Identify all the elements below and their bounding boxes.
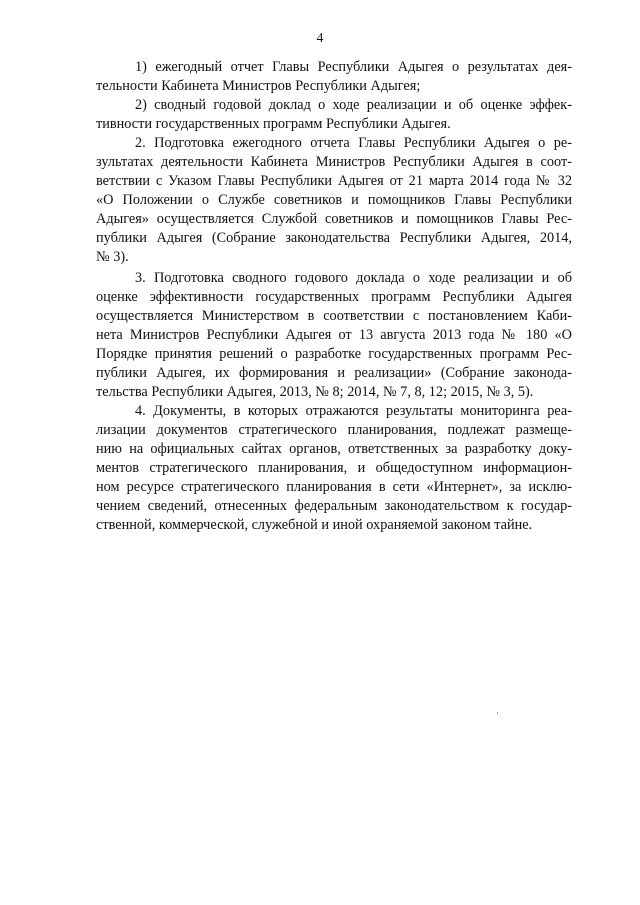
text-line: 2) сводный годовой доклад о ходе реализации и об оценке эффек- (135, 97, 572, 113)
text-line: № 3). (96, 249, 129, 265)
text-line: 1) ежегодный отчет Главы Республики Адыгея о результатах дея- (135, 59, 572, 75)
text-line: ственной, коммерческой, служебной и иной охраняемой законом тайне. (96, 517, 533, 533)
text-line: 4. Документы, в которых отражаются результаты мониторинга реа- (135, 403, 572, 419)
text-line: нию на официальных сайтах органов, ответственных за разработку доку- (96, 441, 572, 457)
document-body (96, 58, 572, 535)
text-line: Адыгея» осуществляется Службой советников и помощников Главы Рес- (96, 211, 572, 227)
page-number: 4 (316, 30, 324, 45)
text-line: тивности государственных программ Республики Адыгея. (96, 116, 451, 132)
text-line: Порядке принятия решений о разработке государственных программ Рес- (96, 346, 572, 362)
clause-4-paragraph (96, 402, 572, 535)
text-line: 3. Подготовка сводного годового доклада о ходе реализации и об (135, 270, 572, 286)
text-line: зультатах деятельности Кабинета Министров Республики Адыгея в соот- (96, 154, 572, 170)
text-line: оценке эффективности государственных программ Республики Адыгея (96, 289, 572, 305)
list-item-2 (96, 96, 572, 134)
text-line: 2. Подготовка ежегодного отчета Главы Республики Адыгея о ре- (135, 135, 572, 151)
text-line: чением сведений, отнесенных федеральным законодательством к государ- (96, 498, 572, 514)
scan-speck (497, 712, 498, 714)
text-line: ном ресурсе стратегического планирования в сети «Интернет», за исклю- (96, 479, 572, 495)
text-line: тельности Кабинета Министров Республики Адыгея; (96, 78, 421, 94)
text-line: осуществляется Министерством в соответствии с постановлением Каби- (96, 308, 572, 324)
text-line: «О Положении о Службе советников и помощников Главы Республики (96, 192, 572, 208)
text-line: публики Адыгея, их формирования и реализации» (Собрание законода- (96, 365, 572, 381)
text-line: тельства Республики Адыгея, 2013, № 8; 2014, № 7, 8, 12; 2015, № 3, 5). (96, 384, 534, 400)
clause-2-paragraph (96, 134, 572, 267)
text-line: лизации документов стратегического планирования, подлежат размеще- (96, 422, 572, 438)
text-line: нета Министров Республики Адыгея от 13 августа 2013 года № 180 «О (96, 327, 572, 343)
clause-3-paragraph (96, 269, 572, 402)
text-line: ветствии с Указом Главы Республики Адыгея от 21 марта 2014 года № 32 (96, 173, 572, 189)
list-item-1 (96, 58, 572, 96)
text-line: публики Адыгея (Собрание законодательства Республики Адыгея, 2014, (96, 230, 572, 246)
text-line: ментов стратегического планирования, и общедоступном информацион- (96, 460, 572, 476)
